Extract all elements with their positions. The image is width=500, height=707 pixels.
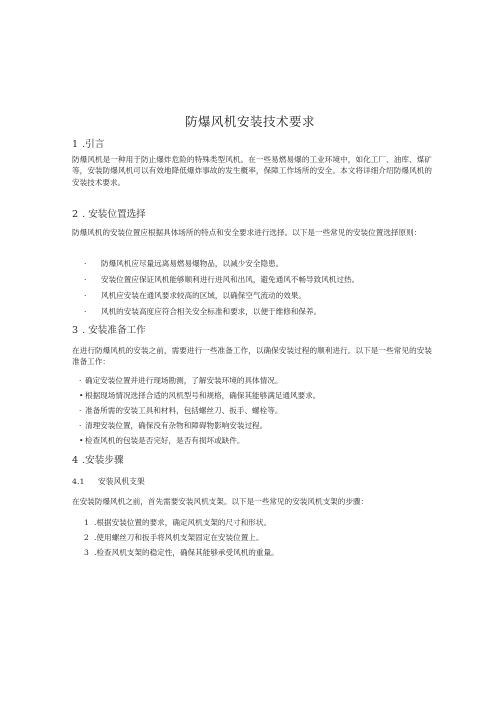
subsection-title: 安装风机支架	[98, 477, 145, 486]
bullet-mark: ·	[79, 421, 82, 430]
section-number: 2	[72, 209, 79, 220]
list-item	[79, 435, 244, 446]
step-number: 1	[84, 518, 89, 527]
preparation-paragraph: 在进行防爆风机的安装之前，需要进行一些准备工作，以确保安装过程的顺利进行。以下是一些常见的安装准备工作：	[72, 346, 432, 367]
list-item-text: 准备所需的安装工具和材料，包括螺丝刀、扳手、螺栓等。	[85, 406, 283, 415]
list-item-text: 风机的安装高度应符合相关安全标准和要求，以便于维修和保养。	[101, 307, 322, 316]
bullet-mark: ·	[79, 376, 82, 385]
subsection-number: 4.1	[72, 477, 85, 486]
bullet-mark: ·	[79, 406, 82, 415]
section-number: 4	[72, 455, 79, 466]
list-item	[84, 290, 306, 301]
bullet-mark: ·	[84, 275, 87, 284]
section-title: .安装步骤	[82, 455, 124, 466]
list-item	[84, 306, 321, 317]
bullet-mark: •	[79, 436, 84, 445]
location-paragraph: 防爆风机的安装位置应根据具体场所的特点和安全要求进行选择。以下是一些常见的安装位置选择原则：	[72, 228, 422, 237]
step-number: 3	[84, 548, 89, 557]
list-item	[79, 390, 320, 401]
list-item-text: 安装位置应保证风机能够顺利进行进风和出风，避免通风不畅导致风机过热。	[101, 275, 360, 284]
list-item-text: 检查风机的包装是否完好，是否有损坏或缺件。	[85, 436, 245, 445]
section-number: 1	[72, 139, 79, 150]
document-title: 防爆风机安装技术要求	[184, 114, 315, 129]
subsection-heading	[72, 476, 145, 487]
list-item	[84, 547, 279, 558]
list-item-text: 防爆风机应尽量远离易燃易爆物品，以减少安全隐患。	[101, 259, 284, 268]
section-number: 3	[72, 325, 79, 336]
list-item	[84, 258, 283, 269]
list-item	[84, 517, 271, 528]
section-heading-location	[72, 206, 146, 220]
bullet-mark: ·	[84, 291, 87, 300]
section-title: . 安装准备工作	[82, 325, 146, 336]
list-item-text: 确定安装位置并进行现场勘测，了解安装环境的具体情况。	[85, 376, 283, 385]
step-number: 2	[84, 533, 89, 542]
list-item	[79, 420, 267, 431]
step-text: .根据安装位置的要求，确定风机支架的尺寸和形状。	[94, 518, 272, 527]
list-item	[79, 375, 282, 386]
bullet-mark: ·	[84, 307, 87, 316]
section-heading-preparation	[72, 322, 146, 336]
step-text: .检查风机支架的稳定性，确保其能够承受风机的重量。	[94, 548, 279, 557]
step-text: .使用螺丝刀和扳手将风机支架固定在安装位置上。	[94, 533, 264, 542]
list-item-text: 根据现场情况选择合适的风机型号和规格，确保其能够满足通风要求。	[85, 391, 321, 400]
section-heading-introduction	[72, 136, 104, 150]
steps-paragraph: 在安装防爆风机之前，首先需要安装风机支架。以下是一些常见的安装风机支架的步骤：	[72, 497, 369, 506]
list-item-text: 清理安装位置，确保没有杂物和障碍物影响安装过程。	[85, 421, 268, 430]
list-item	[84, 274, 359, 285]
section-heading-steps	[72, 452, 124, 466]
bullet-mark: •	[79, 391, 84, 400]
section-title: . 安装位置选择	[82, 209, 146, 220]
introduction-paragraph: 防爆风机是一种用于防止爆炸危险的特殊类型风机。在一些易燃易爆的工业环境中，如化工厂、油库、煤矿等，安装防爆风机可以有效地降低爆炸事故的发生概率，保障工作场所的安全。本文将详细介绍防爆风机的安装技术要求。	[72, 155, 432, 187]
bullet-mark: ·	[84, 259, 87, 268]
list-item	[79, 405, 282, 416]
list-item	[84, 532, 263, 543]
section-title: .引言	[82, 139, 105, 150]
list-item-text: 风机应安装在通风要求较高的区域，以确保空气流动的效果。	[101, 291, 307, 300]
